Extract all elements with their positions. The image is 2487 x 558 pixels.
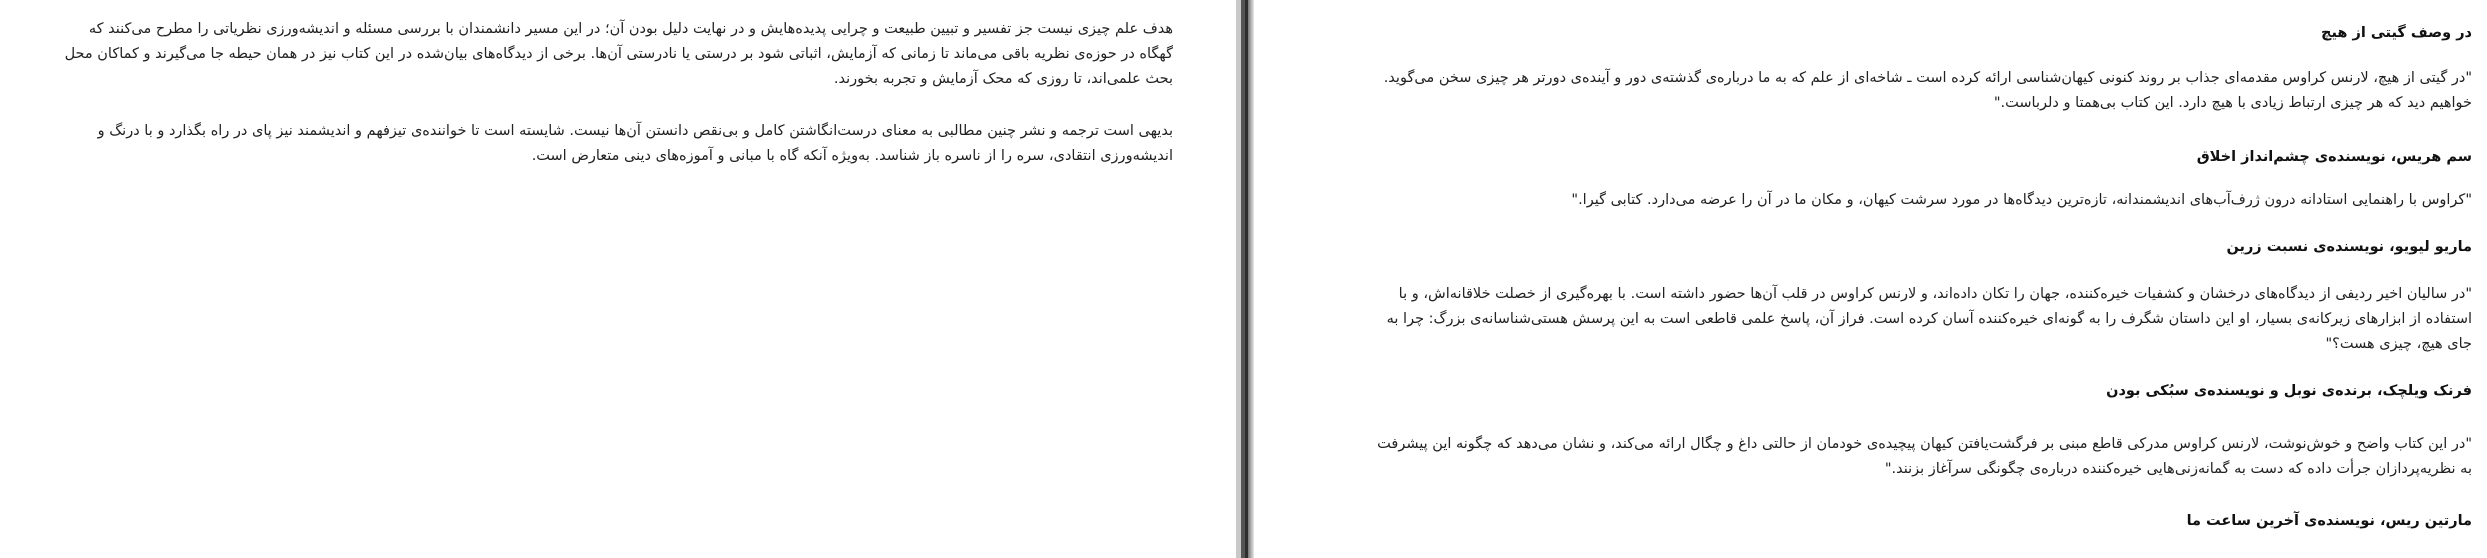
quote-text: "در گیتی از هیچ، لارنس کراوس مقدمه‌ای جذاب بر روند کنونی کیهان‌شناسی ارائه کرده است ـ شاخه‌ای از علم که به ما درباره‌ی گذشته‌ی دور و آینده‌ی دورتر هر چیزی سخن می‌گوید. خواهیم دید که هر چیزی ارتباط زیادی با هیچ دارد. این کتاب بی‌همتا و دلرباست." xyxy=(1383,70,2472,111)
left-page xyxy=(0,0,1236,558)
quote-text: "کراوس با راهنمایی استادانه درون ژرف‌آب‌های اندیشمندانه، تازه‌ترین دیدگاه‌ها در مورد سرشت کیهان، و مکان ما در آن را عرضه می‌دارد. کتابی گیرا." xyxy=(1571,192,2472,208)
page-title: در وصف گیتی از هیچ xyxy=(2321,25,2472,41)
quote-author: فرنک ویلچک، برنده‌ی نوبل و نویسنده‌ی سبُکی بودن xyxy=(2106,383,2472,399)
paragraph: بدیهی است ترجمه و نشر چنین مطالبی به معنای درست‌انگاشتن کامل و بی‌نقص دانستن آن‌ها نیست. شایسته است تا خواننده‌ی تیزفهم و اندیشمند نیز پای در راه بگذارد و با درنگ و اندیشه‌ورزی انتقادی، سره را از ناسره باز شناسد. به‌ویژه آنکه گاه با مبانی و آموزه‌های دینی متعارض است. xyxy=(97,123,1173,164)
quote-text: "در این کتاب واضح و خوش‌نوشت، لارنس کراوس مدرکی قاطع مبنی بر فرگشت‌یافتن کیهان پیچیده‌ی خودمان از حالتی داغ و چگال ارائه می‌کند، و نشان می‌دهد که چگونه این پیشرفت به نظریه‌پردازان جرأت داده که دست به گمانه‌زنی‌هایی خیره‌کننده درباره‌ی چگونگی سرآغاز بزنند." xyxy=(1377,436,2472,477)
paragraph: هدف علم چیزی نیست جز تفسیر و تبیین طبیعت و چرایی پدیده‌هایش و در نهایت دلیل بودن آن؛ در این مسیر دانشمندان با بررسی مسئله و اندیشه‌ورزی نظریاتی را مطرح می‌کنند که گهگاه در حوزه‌ی نظریه باقی می‌ماند تا زمانی که آزمایش، اثباتی شود بر درستی یا نادرستی آن‌ها. برخی از دیدگاه‌های بیان‌شده در این کتاب نیز در همان حیطه جا می‌گیرند و کماکان محل بحث علمی‌اند، تا روزی که محک آزمایش و تجربه بخورند. xyxy=(64,21,1173,87)
quote-author: سم هریس، نویسنده‌ی چشم‌انداز اخلاق xyxy=(2196,149,2472,165)
quote-author: ماریو لیویو، نویسنده‌ی نسبت زرین xyxy=(2226,239,2472,255)
quote-author: مارتین ریس، نویسنده‌ی آخرین ساعت ما xyxy=(2186,513,2472,529)
quote-text: "در سالیان اخیر ردیفی از دیدگاه‌های درخشان و کشفیات خیره‌کننده، جهان را تکان داده‌اند، و لارنس کراوس در قلب آن‌ها حضور داشته است. با بهره‌گیری از خصلت خلاقانه‌اش، و با استفاده از ابزارهای زیرکانه‌ی بسیار، او این داستان شگرف را به گونه‌ای خیره‌کننده آسان کرده است. فراز آن، پاسخ علمی قاطعی است به این پرسش هستی‌شناسانه‌ی بزرگ: چرا به جای هیچ، چیزی هست؟" xyxy=(1386,286,2472,352)
page-divider xyxy=(1236,0,1254,558)
right-page xyxy=(1254,0,2487,558)
